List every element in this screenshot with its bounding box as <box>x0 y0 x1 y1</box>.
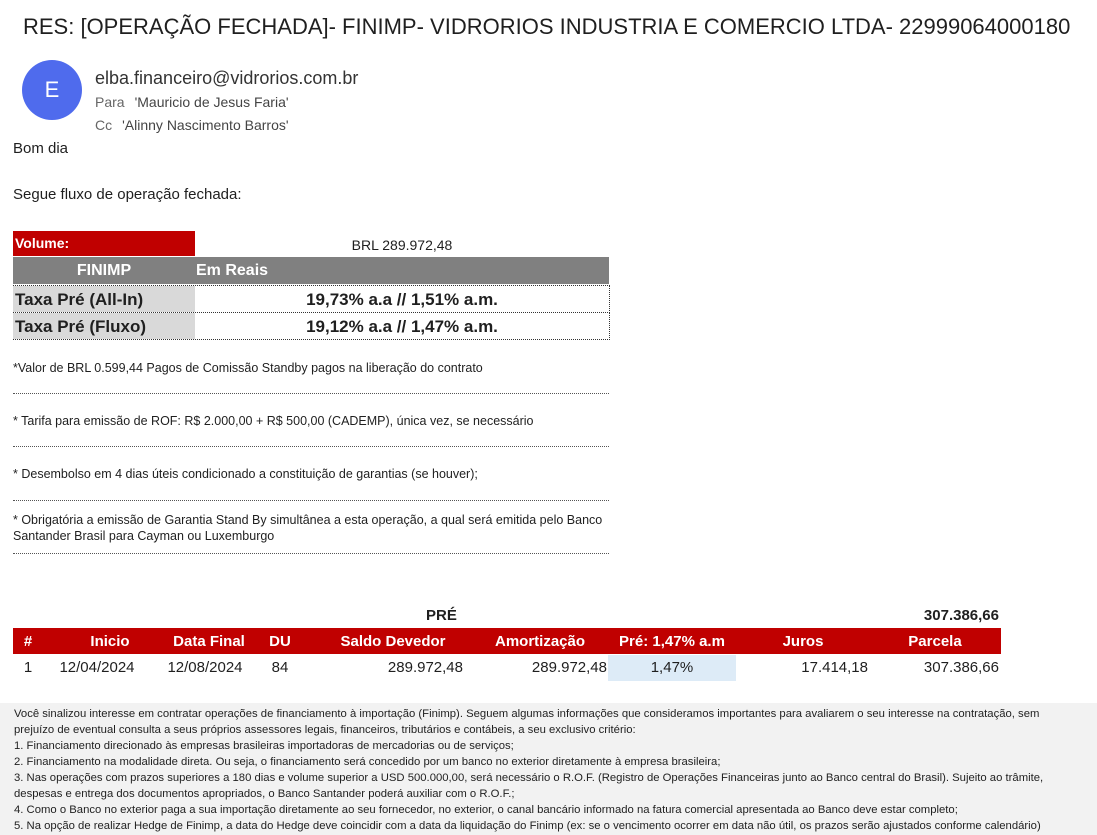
rate-header-finimp: FINIMP <box>76 262 132 279</box>
col-header-data-final: Data Final <box>173 633 245 650</box>
note-rof-fee: * Tarifa para emissão de ROF: R$ 2.000,00 + R$ 500,00 (CADEMP), única vez, se necessário <box>13 413 609 447</box>
cell-pre-rate: 1,47% <box>608 655 736 681</box>
cc-value[interactable]: 'Alinny Nascimento Barros' <box>122 117 289 133</box>
schedule-row <box>13 655 1001 681</box>
cell-amortizacao: 289.972,48 <box>531 659 607 676</box>
col-header-saldo: Saldo Devedor <box>340 633 446 650</box>
cell-number: 1 <box>23 659 33 676</box>
schedule-total: 307.386,66 <box>923 607 999 624</box>
cell-juros: 17.414,18 <box>801 659 868 676</box>
note-commission: *Valor de BRL 0.599,44 Pagos de Comissão Standby pagos na liberação do contrato <box>13 360 609 394</box>
col-header-inicio: Inicio <box>90 633 130 650</box>
cell-parcela: 307.386,66 <box>923 659 999 676</box>
cell-inicio: 12/04/2024 <box>59 659 135 676</box>
volume-label: Volume: <box>13 231 195 256</box>
disclaimer-box <box>0 703 1097 835</box>
col-header-parcela: Parcela <box>908 633 962 650</box>
disclaimer-line: prejuízo de eventual consulta a seus próprios assessores legais, financeiros, tributários e contábeis, a seu exclusivo critério: <box>14 724 636 736</box>
sender-avatar[interactable]: E <box>22 60 82 120</box>
note-standby-guarantee: * Obrigatória a emissão de Garantia Stand By simultânea a esta operação, a qual será emitida pelo Banco Santander Brasil para Cayman ou Luxemburgo <box>13 512 609 554</box>
disclaimer-line: 2. Financiamento na modalidade direta. Ou seja, o financiamento será concedido por um banco no exterior diretamente à empresa brasileira; <box>14 756 721 768</box>
rate-value: 19,12% a.a // 1,47% a.m. <box>306 317 498 336</box>
disclaimer-line: 1. Financiamento direcionado às empresas brasileiras importadoras de mercadorias ou de serviços; <box>14 740 514 752</box>
col-header-amortizacao: Amortização <box>494 633 586 650</box>
to-value[interactable]: 'Mauricio de Jesus Faria' <box>134 94 289 110</box>
disclaimer-line: Você sinalizou interesse em contratar operações de financiamento à importação (Finimp). Seguem algumas informações que consideramos importantes para avaliarem o seu interesse na contratação, sem <box>14 708 1040 720</box>
disclaimer-line: 4. Como o Banco no exterior paga a sua importação diretamente ao seu fornecedor, no exterior, o canal bancário informado na fatura comercial apresentada ao Banco deve estar completo; <box>14 804 958 816</box>
intro-text: Segue fluxo de operação fechada: <box>13 186 242 203</box>
rate-header-currency: Em Reais <box>196 262 269 279</box>
rate-label: Taxa Pré (Fluxo) <box>13 313 195 339</box>
rate-label: Taxa Pré (All-In) <box>13 286 195 312</box>
rate-table-header <box>13 257 609 284</box>
disclaimer-line: despesas e entrega dos documentos apropriados, o Banco Santander poderá auxiliar com o R.O.F.; <box>14 788 515 800</box>
cc-label: Cc <box>95 117 113 133</box>
col-header-pre-rate: Pré: 1,47% a.m <box>619 633 725 650</box>
to-label: Para <box>95 94 125 110</box>
schedule-header <box>13 628 1001 654</box>
cell-du: 84 <box>271 659 289 676</box>
cell-data-final: 12/08/2024 <box>167 659 243 676</box>
disclaimer-line: 5. Na opção de realizar Hedge de Finimp, a data do Hedge deve coincidir com a data da liquidação do Finimp (ex: se o vencimento ocorrer em data não útil, os prazos serão ajustados conforme calendário) <box>14 820 1041 832</box>
email-subject: RES: [OPERAÇÃO FECHADA]- FINIMP- VIDRORIOS INDUSTRIA E COMERCIO LTDA- 22999064000180 <box>23 14 1071 39</box>
rate-value: 19,73% a.a // 1,51% a.m. <box>306 290 498 309</box>
col-header-juros: Juros <box>782 633 824 650</box>
recipient-cc <box>95 117 289 133</box>
greeting: Bom dia <box>13 140 69 157</box>
schedule-title: PRÉ <box>426 607 457 624</box>
disclaimer-line: 3. Nas operações com prazos superiores a 180 dias e volume superior a USD 500.000,00, será necessário o R.O.F. (Registro de Operações Financeiras junto ao Banco central do Brasil). Sujeito ao trâmite, <box>14 772 1044 784</box>
col-header-du: DU <box>269 633 291 650</box>
recipient-to <box>95 94 289 110</box>
cell-saldo: 289.972,48 <box>387 659 463 676</box>
rate-row-fluxo <box>13 313 610 340</box>
col-header-number: # <box>23 633 33 650</box>
note-disbursement: * Desembolso em 4 dias úteis condicionado a constituição de garantias (se houver); <box>13 466 609 501</box>
volume-value: BRL 289.972,48 <box>351 237 453 253</box>
sender-address[interactable]: elba.financeiro@vidrorios.com.br <box>95 68 359 88</box>
rate-row-all-in <box>13 285 610 313</box>
